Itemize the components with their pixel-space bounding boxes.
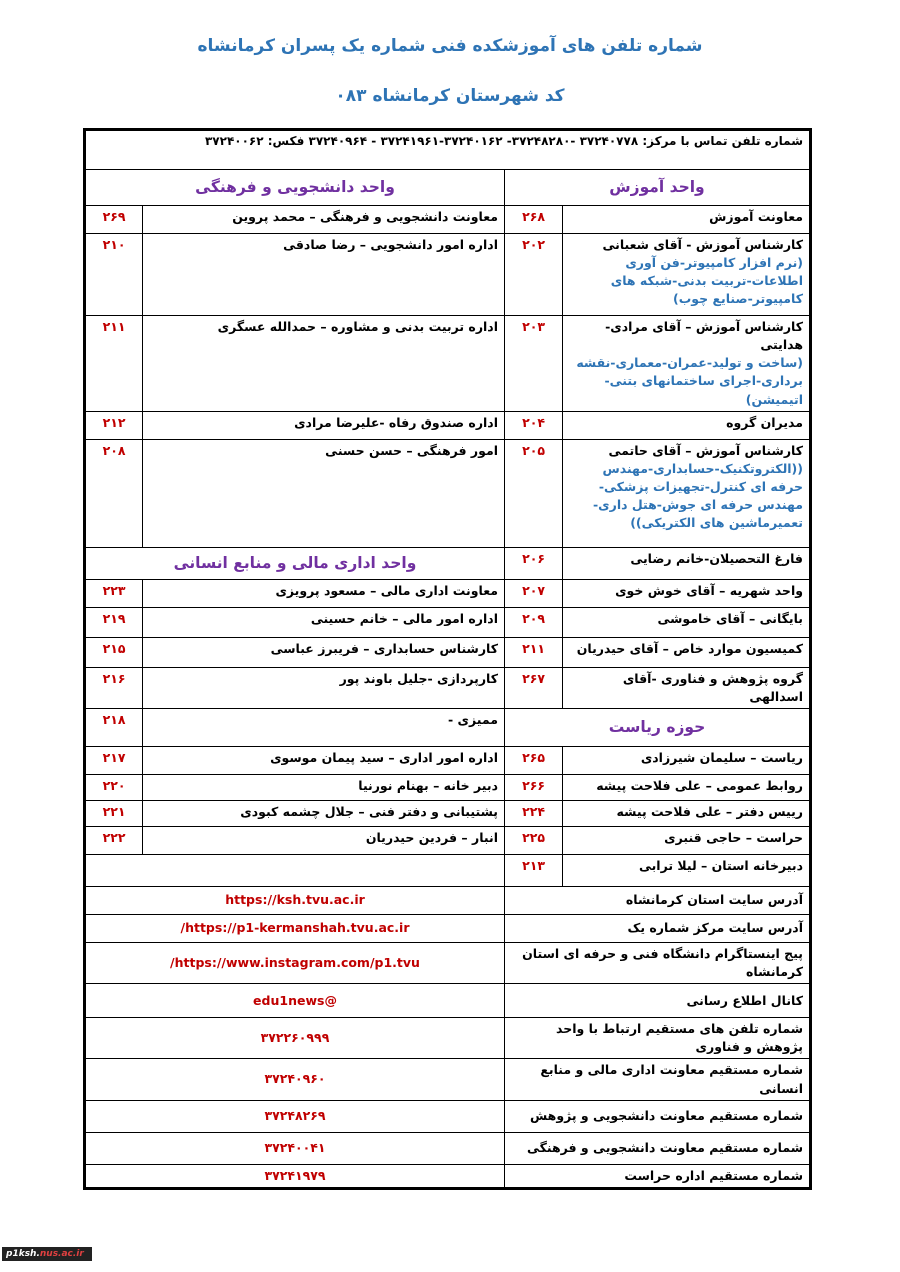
direct-number: ۳۷۲۴۸۲۶۹ [85,1100,505,1132]
fields-list: (نرم افزار کامپیوتر-فن آوری اطلاعات-تربیت بدنی-شبکه های کامپیوتر-صنایع چوب) [610,255,803,307]
table-row: فارغ التحصیلان-خانم رضایی [563,547,811,579]
website-link[interactable]: https://p1-kermanshah.tvu.ac.ir/ [85,914,505,942]
table-row: امور فرهنگی – حسن حسنی [143,439,505,547]
contact-line: شماره تلفن تماس با مرکز: ۳۷۲۴۰۷۷۸ -۳۷۲۴۸۲۸۰- ۳۷۲۴۰۱۶۲-۳۷۲۴۱۹۶۱ - ۳۷۲۴۰۹۶۴ فکس: ۳۷۲۴۰۰۶۲ [85,130,811,170]
ext-number: ۲۶۸ [505,206,563,234]
empty-cell [85,854,505,886]
table-row: انبار – فردین حیدریان [143,826,505,854]
table-row: ریاست – سلیمان شیرزادی [563,746,811,774]
ext-number: ۲۲۰ [85,774,143,800]
table-row: کارشناس آموزش - آقای شعبانی (نرم افزار کامپیوتر-فن آوری اطلاعات-تربیت بدنی-شبکه های کامپیوتر-صنایع چوب) [563,234,811,316]
ext-number: ۲۰۵ [505,439,563,547]
table-row: دبیر خانه – بهنام نورنیا [143,774,505,800]
ext-number: ۲۰۷ [505,579,563,607]
ext-number: ۲۱۰ [85,234,143,316]
table-row: کارپردازی -جلیل باوند پور [143,667,505,708]
table-row: رییس دفتر – علی فلاحت پیشه [563,800,811,826]
table-row: ممیزی - [143,708,505,746]
table-row: معاونت دانشجویی و فرهنگی – محمد پروین [143,206,505,234]
ext-number: ۲۱۱ [505,637,563,667]
channel-handle[interactable]: @edu1news [85,984,505,1018]
student-header: واحد دانشجویی و فرهنگی [85,170,505,206]
admin-header: واحد اداری مالی و منابع انسانی [85,547,505,579]
table-row: اداره امور اداری – سید پیمان موسوی [143,746,505,774]
ext-number: ۲۶۹ [85,206,143,234]
direct-number: ۳۷۲۴۰۰۴۱ [85,1132,505,1164]
ext-number: ۲۰۳ [505,316,563,412]
ext-number: ۲۲۲ [85,826,143,854]
direct-number: ۳۷۲۴۰۹۶۰ [85,1059,505,1100]
table-row: دبیرخانه استان – لیلا ترابی [563,854,811,886]
direct-number: ۳۷۲۲۶۰۹۹۹ [85,1018,505,1059]
info-label: شماره تلفن های مستقیم ارتباط با واحد پژوهش و فناوری [505,1018,811,1059]
info-label: شماره مستقیم معاونت دانشجویی و فرهنگی [505,1132,811,1164]
ext-number: ۲۱۷ [85,746,143,774]
info-label: آدرس سایت استان کرمانشاه [505,886,811,914]
table-row: اداره امور مالی – خانم حسینی [143,607,505,637]
table-row: معاونت آموزش [563,206,811,234]
ext-number: ۲۱۵ [85,637,143,667]
table-row: کارشناس آموزش – آقای مرادی-هدایتی (ساخت و تولید-عمران-معماری-نقشه برداری-اجرای ساختمانهای بتنی-اتیمیشن) [563,316,811,412]
info-label: شماره مستقیم معاونت دانشجویی و پژوهش [505,1100,811,1132]
ext-number: ۲۲۵ [505,826,563,854]
education-header: واحد آموزش [505,170,811,206]
fields-list: ((الکتروتکنیک-حسابداری-مهندس حرفه ای کنترل-تجهیزات پزشکی-مهندس حرفه ای جوش-هتل داری-تعمیرماشین های الکتریکی)) [592,460,803,531]
direct-number: ۳۷۲۴۱۹۷۹ [85,1164,505,1188]
info-label: شماره مستقیم معاونت اداری مالی و منابع انسانی [505,1059,811,1100]
ext-number: ۲۰۹ [505,607,563,637]
ext-number: ۲۲۳ [85,579,143,607]
ext-number: ۲۰۸ [85,439,143,547]
ext-number: ۲۲۴ [505,800,563,826]
presidency-header: حوزه ریاست [505,708,811,746]
table-row: حراست – حاجی قنبری [563,826,811,854]
ext-number: ۲۱۸ [85,708,143,746]
ext-number: ۲۲۱ [85,800,143,826]
info-label: کانال اطلاع رسانی [505,984,811,1018]
instagram-link[interactable]: https://www.instagram.com/p1.tvu/ [85,942,505,983]
ext-number: ۲۶۶ [505,774,563,800]
city-code: کد شهرستان کرمانشاه ۰۸۳ [335,86,565,106]
phone-directory-table [83,128,812,1190]
table-row: پشتیبانی و دفتر فنی – جلال چشمه کبودی [143,800,505,826]
table-row: اداره امور دانشجویی – رضا صادقی [143,234,505,316]
ext-number: ۲۰۴ [505,411,563,439]
page-title: شماره تلفن های آموزشکده فنی شماره یک پسران کرمانشاه [197,36,703,56]
source-watermark: p1ksh.nus.ac.ir [2,1247,92,1261]
info-label: شماره مستقیم اداره حراست [505,1164,811,1188]
table-row: اداره تربیت بدنی و مشاوره – حمدالله عسگری [143,316,505,412]
website-link[interactable]: https://ksh.tvu.ac.ir [85,886,505,914]
ext-number: ۲۱۶ [85,667,143,708]
ext-number: ۲۱۳ [505,854,563,886]
ext-number: ۲۶۷ [505,667,563,708]
table-row: معاونت اداری مالی – مسعود پرویزی [143,579,505,607]
table-row: کارشناس آموزش – آقای حاتمی ((الکتروتکنیک-حسابداری-مهندس حرفه ای کنترل-تجهیزات پزشکی-مهندس حرفه ای جوش-هتل داری-تعمیرماشین های الکتریکی)) [563,439,811,547]
table-row: مدیران گروه [563,411,811,439]
table-row: واحد شهریه – آقای خوش خوی [563,579,811,607]
info-label: پیج اینستاگرام دانشگاه فنی و حرفه ای استان کرمانشاه [505,942,811,983]
table-row: اداره صندوق رفاه -علیرضا مرادی [143,411,505,439]
ext-number: ۲۱۹ [85,607,143,637]
table-row: بایگانی – آقای خاموشی [563,607,811,637]
ext-number: ۲۱۲ [85,411,143,439]
table-row: روابط عمومی – علی فلاحت پیشه [563,774,811,800]
ext-number: ۲۰۲ [505,234,563,316]
ext-number: ۲۱۱ [85,316,143,412]
table-row: کارشناس حسابداری – فریبرز عباسی [143,637,505,667]
table-row: کمیسیون موارد خاص – آقای حیدریان [563,637,811,667]
ext-number: ۲۰۶ [505,547,563,579]
table-row: گروه پژوهش و فناوری -آقای اسدالهی [563,667,811,708]
info-label: آدرس سایت مرکز شماره یک [505,914,811,942]
fields-list: (ساخت و تولید-عمران-معماری-نقشه برداری-اجرای ساختمانهای بتنی-اتیمیشن) [576,355,803,407]
ext-number: ۲۶۵ [505,746,563,774]
